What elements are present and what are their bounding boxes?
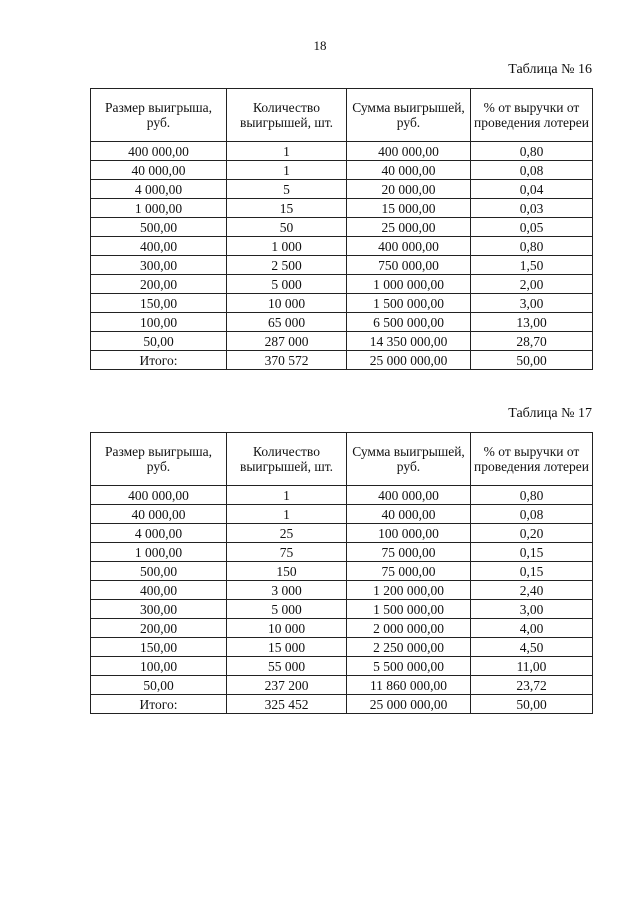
table-header-row bbox=[91, 89, 593, 142]
table-row bbox=[91, 600, 593, 619]
table-cell: 400 000,00 bbox=[91, 142, 227, 161]
table-cell: 25 000,00 bbox=[347, 218, 471, 237]
prize-table bbox=[90, 88, 593, 370]
table-cell: 5 500 000,00 bbox=[347, 657, 471, 676]
table-cell: 25 000 000,00 bbox=[347, 351, 471, 370]
table-cell: 23,72 bbox=[471, 676, 593, 695]
table-cell: 1 bbox=[227, 486, 347, 505]
table-row bbox=[91, 657, 593, 676]
table-row bbox=[91, 275, 593, 294]
table-body bbox=[91, 486, 593, 714]
table-caption: Таблица № 17 bbox=[508, 406, 592, 421]
table-cell: 2,00 bbox=[471, 275, 593, 294]
table-row bbox=[91, 161, 593, 180]
table-row bbox=[91, 218, 593, 237]
table-row bbox=[91, 676, 593, 695]
table-cell: 1,50 bbox=[471, 256, 593, 275]
table-cell: 400 000,00 bbox=[347, 237, 471, 256]
table-cell: 100 000,00 bbox=[347, 524, 471, 543]
table-cell: 50,00 bbox=[471, 695, 593, 714]
table-cell: 370 572 bbox=[227, 351, 347, 370]
table-cell: 20 000,00 bbox=[347, 180, 471, 199]
prize-table bbox=[90, 432, 593, 714]
table-row bbox=[91, 562, 593, 581]
table-cell: 400,00 bbox=[91, 237, 227, 256]
table-cell: 50,00 bbox=[471, 351, 593, 370]
table-cell: 150,00 bbox=[91, 638, 227, 657]
table-cell: 50 bbox=[227, 218, 347, 237]
table-row bbox=[91, 142, 593, 161]
table-cell: Итого: bbox=[91, 351, 227, 370]
column-header: Размер выигрыша, руб. bbox=[91, 433, 227, 486]
table-cell: 150 bbox=[227, 562, 347, 581]
page-number: 18 bbox=[313, 38, 327, 53]
table-cell: 75 000,00 bbox=[347, 543, 471, 562]
table-cell: 6 500 000,00 bbox=[347, 313, 471, 332]
table-cell: 2 000 000,00 bbox=[347, 619, 471, 638]
table-cell: 28,70 bbox=[471, 332, 593, 351]
table-cell: 1 000,00 bbox=[91, 543, 227, 562]
table-cell: 55 000 bbox=[227, 657, 347, 676]
table-cell: 3 000 bbox=[227, 581, 347, 600]
table-cell: 75 bbox=[227, 543, 347, 562]
table-cell: 10 000 bbox=[227, 619, 347, 638]
column-header: Количество выигрышей, шт. bbox=[227, 89, 347, 142]
table-cell: 1 500 000,00 bbox=[347, 294, 471, 313]
table-cell: 11,00 bbox=[471, 657, 593, 676]
table-cell: 25 bbox=[227, 524, 347, 543]
table-cell: 400 000,00 bbox=[347, 486, 471, 505]
column-header: % от выручки от проведения лотереи bbox=[471, 433, 593, 486]
table-cell: 25 000 000,00 bbox=[347, 695, 471, 714]
table-row bbox=[91, 199, 593, 218]
column-header: % от выручки от проведения лотереи bbox=[471, 89, 593, 142]
table-cell: 300,00 bbox=[91, 600, 227, 619]
table-cell: 5 000 bbox=[227, 600, 347, 619]
table-row bbox=[91, 505, 593, 524]
table-cell: 2,40 bbox=[471, 581, 593, 600]
table-cell: 500,00 bbox=[91, 218, 227, 237]
table-cell: 0,04 bbox=[471, 180, 593, 199]
table-cell: 400 000,00 bbox=[91, 486, 227, 505]
table-cell: 1 500 000,00 bbox=[347, 600, 471, 619]
table-cell: 4,00 bbox=[471, 619, 593, 638]
table-row bbox=[91, 619, 593, 638]
table-cell: 15 000,00 bbox=[347, 199, 471, 218]
table-cell: 0,03 bbox=[471, 199, 593, 218]
table-cell: 0,20 bbox=[471, 524, 593, 543]
table-cell: 2 500 bbox=[227, 256, 347, 275]
table-cell: 3,00 bbox=[471, 294, 593, 313]
table-row bbox=[91, 332, 593, 351]
table-cell: 11 860 000,00 bbox=[347, 676, 471, 695]
table-cell: 0,08 bbox=[471, 161, 593, 180]
table-cell: 40 000,00 bbox=[347, 505, 471, 524]
table-cell: 500,00 bbox=[91, 562, 227, 581]
column-header: Количество выигрышей, шт. bbox=[227, 433, 347, 486]
table-cell: 50,00 bbox=[91, 332, 227, 351]
table-row bbox=[91, 237, 593, 256]
table-cell: 14 350 000,00 bbox=[347, 332, 471, 351]
table-cell: 237 200 bbox=[227, 676, 347, 695]
table-cell: 1 000 000,00 bbox=[347, 275, 471, 294]
table-cell: 10 000 bbox=[227, 294, 347, 313]
column-header: Размер выигрыша, руб. bbox=[91, 89, 227, 142]
table-cell: 65 000 bbox=[227, 313, 347, 332]
table-row bbox=[91, 524, 593, 543]
table-row bbox=[91, 486, 593, 505]
table-cell: 100,00 bbox=[91, 657, 227, 676]
table-cell: 0,15 bbox=[471, 543, 593, 562]
table-cell: 1 bbox=[227, 142, 347, 161]
table-cell: 0,15 bbox=[471, 562, 593, 581]
table-cell: 4,50 bbox=[471, 638, 593, 657]
column-header: Сумма выигрышей, руб. bbox=[347, 89, 471, 142]
table-cell: 2 250 000,00 bbox=[347, 638, 471, 657]
table-cell: Итого: bbox=[91, 695, 227, 714]
table-cell: 75 000,00 bbox=[347, 562, 471, 581]
table-cell: 3,00 bbox=[471, 600, 593, 619]
table-cell: 0,80 bbox=[471, 142, 593, 161]
table-caption: Таблица № 16 bbox=[508, 62, 592, 77]
table-cell: 0,05 bbox=[471, 218, 593, 237]
table-cell: 1 200 000,00 bbox=[347, 581, 471, 600]
table-cell: 0,80 bbox=[471, 237, 593, 256]
table-cell: 300,00 bbox=[91, 256, 227, 275]
table-cell: 325 452 bbox=[227, 695, 347, 714]
table-row bbox=[91, 180, 593, 199]
table-row bbox=[91, 581, 593, 600]
table-cell: 1 000 bbox=[227, 237, 347, 256]
table-row bbox=[91, 256, 593, 275]
table-cell: 4 000,00 bbox=[91, 524, 227, 543]
table-cell: 50,00 bbox=[91, 676, 227, 695]
table-cell: 15 000 bbox=[227, 638, 347, 657]
table-cell: 400,00 bbox=[91, 581, 227, 600]
table-cell: 1 bbox=[227, 161, 347, 180]
table-cell: 100,00 bbox=[91, 313, 227, 332]
column-header: Сумма выигрышей, руб. bbox=[347, 433, 471, 486]
table-cell: 200,00 bbox=[91, 619, 227, 638]
table-row bbox=[91, 638, 593, 657]
table-cell: 13,00 bbox=[471, 313, 593, 332]
table-cell: 40 000,00 bbox=[91, 161, 227, 180]
table-cell: 40 000,00 bbox=[91, 505, 227, 524]
table-cell: 4 000,00 bbox=[91, 180, 227, 199]
table-cell: 287 000 bbox=[227, 332, 347, 351]
table-header-row bbox=[91, 433, 593, 486]
table-row bbox=[91, 313, 593, 332]
table-cell: 1 000,00 bbox=[91, 199, 227, 218]
total-row bbox=[91, 695, 593, 714]
table-cell: 40 000,00 bbox=[347, 161, 471, 180]
table-row bbox=[91, 294, 593, 313]
table-cell: 150,00 bbox=[91, 294, 227, 313]
table-cell: 1 bbox=[227, 505, 347, 524]
table-cell: 0,08 bbox=[471, 505, 593, 524]
table-cell: 0,80 bbox=[471, 486, 593, 505]
table-row bbox=[91, 543, 593, 562]
table-cell: 200,00 bbox=[91, 275, 227, 294]
table-cell: 750 000,00 bbox=[347, 256, 471, 275]
total-row bbox=[91, 351, 593, 370]
table-cell: 5 bbox=[227, 180, 347, 199]
table-body bbox=[91, 142, 593, 370]
table-cell: 400 000,00 bbox=[347, 142, 471, 161]
table-cell: 15 bbox=[227, 199, 347, 218]
table-cell: 5 000 bbox=[227, 275, 347, 294]
